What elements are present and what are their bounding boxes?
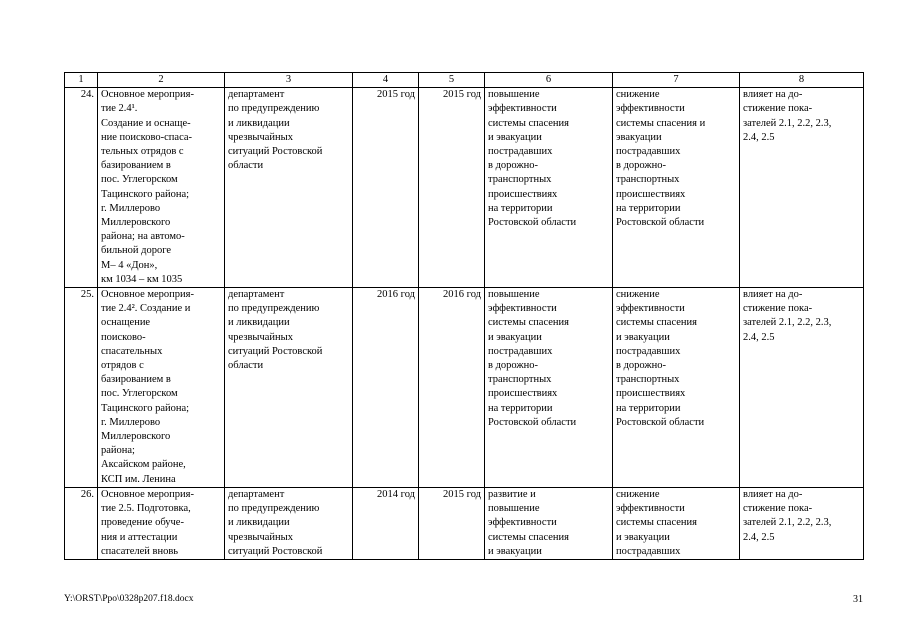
column-number: 4: [353, 73, 419, 88]
column-number: 5: [419, 73, 485, 88]
column-numbers-row: [65, 73, 864, 88]
measure-name: Основное мероприя- тие 2.4². Создание и оснащение поисково- спасательных отрядов с базированием в пос. Углегорском Тацинского района; г. Миллерово Миллеровского района; Аксайском районе, КСП им. Ленина: [98, 288, 225, 488]
column-number: 7: [613, 73, 740, 88]
executor: департамент по предупреждению и ликвидации чрезвычайных ситуаций Ростовской: [225, 487, 353, 559]
row-number: 26.: [65, 487, 98, 559]
start-year: 2016 год: [353, 288, 419, 488]
non-implementation-consequence: снижение эффективности системы спасения и эвакуации пострадавших: [613, 487, 740, 559]
executor: департамент по предупреждению и ликвидации чрезвычайных ситуаций Ростовской области: [225, 88, 353, 288]
end-year: 2016 год: [419, 288, 485, 488]
column-number: 2: [98, 73, 225, 88]
file-path: Y:\ORST\Ppo\0328p207.f18.docx: [64, 594, 194, 604]
row-number: 25.: [65, 288, 98, 488]
non-implementation-consequence: снижение эффективности системы спасения и эвакуации пострадавших в дорожно- транспортных происшествиях на территории Ростовской области: [613, 88, 740, 288]
end-year: 2015 год: [419, 88, 485, 288]
row-number: 24.: [65, 88, 98, 288]
indicator-relation: влияет на до- стижение пока- зателей 2.1, 2.2, 2.3, 2.4, 2.5: [740, 487, 864, 559]
start-year: 2015 год: [353, 88, 419, 288]
indicator-relation: влияет на до- стижение пока- зателей 2.1, 2.2, 2.3, 2.4, 2.5: [740, 288, 864, 488]
column-number: 1: [65, 73, 98, 88]
table-row: [65, 288, 864, 488]
end-year: 2015 год: [419, 487, 485, 559]
start-year: 2014 год: [353, 487, 419, 559]
column-number: 6: [485, 73, 613, 88]
expected-result: повышение эффективности системы спасения и эвакуации пострадавших в дорожно- транспортных происшествиях на территории Ростовской области: [485, 88, 613, 288]
column-number: 3: [225, 73, 353, 88]
non-implementation-consequence: снижение эффективности системы спасения и эвакуации пострадавших в дорожно- транспортных происшествиях на территории Ростовской области: [613, 288, 740, 488]
table-row: [65, 487, 864, 559]
measure-name: Основное мероприя- тие 2.4¹. Создание и оснаще- ние поисково-спаса- тельных отрядов с базированием в пос. Углегорском Тацинского района; г. Миллерово Миллеровского района; на автомо- бильной дороге М– 4 «Дон», км 1034 – км 1035: [98, 88, 225, 288]
measure-name: Основное мероприя- тие 2.5. Подготовка, проведение обуче- ния и аттестации спасателей вновь: [98, 487, 225, 559]
expected-result: развитие и повышение эффективности системы спасения и эвакуации: [485, 487, 613, 559]
indicator-relation: влияет на до- стижение пока- зателей 2.1, 2.2, 2.3, 2.4, 2.5: [740, 88, 864, 288]
page-number: 31: [853, 594, 863, 605]
table-row: [65, 88, 864, 288]
measures-table: [64, 72, 864, 560]
column-number: 8: [740, 73, 864, 88]
expected-result: повышение эффективности системы спасения и эвакуации пострадавших в дорожно- транспортных происшествиях на территории Ростовской области: [485, 288, 613, 488]
executor: департамент по предупреждению и ликвидации чрезвычайных ситуаций Ростовской области: [225, 288, 353, 488]
